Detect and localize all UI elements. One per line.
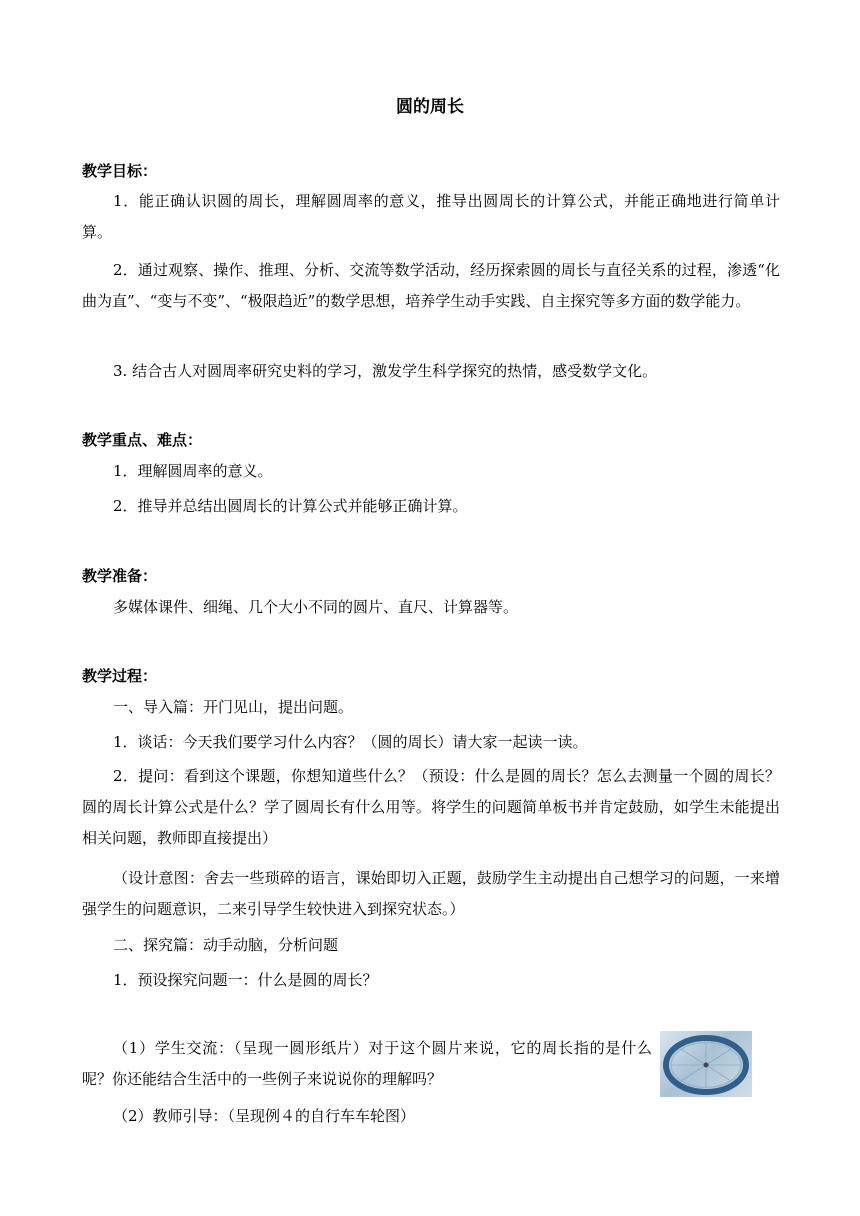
process-item-5: 二、探究篇：动手动脑，分析问题 xyxy=(113,936,339,954)
objective-item-3: 3. 结合古人对圆周率研究史料的学习，激发学生科学探究的热情，感受数学文化。 xyxy=(113,362,658,380)
process-heading: 教学过程： xyxy=(82,667,158,685)
objectives-heading: 教学目标： xyxy=(82,162,158,180)
process-item-8: （2）教师引导：（呈现例４的自行车车轮图） xyxy=(113,1107,416,1125)
wheel-icon xyxy=(660,1031,752,1097)
process-item-2: 1．谈话：今天我们要学习什么内容？（圆的周长）请大家一起读一读。 xyxy=(113,733,588,751)
key-point-item-2: 2．推导并总结出圆周长的计算公式并能够正确计算。 xyxy=(113,497,468,515)
key-point-item-1: 1．理解圆周率的意义。 xyxy=(113,462,273,480)
process-item-3: 2．提问：看到这个课题，你想知道些什么？（预设：什么是圆的周长？怎么去测量一个圆的周长？圆的周长计算公式是什么？学了圆周长有什么用等。将学生的问题简单板书并肯定鼓励，如学生未能提出相关问题，教师即直接提出） xyxy=(82,767,780,847)
objective-item-1: 1．能正确认识圆的周长，理解圆周率的意义，推导出圆周长的计算公式，并能正确地进行简单计算。 xyxy=(82,192,780,241)
process-item-7: （1）学生交流：（呈现一圆形纸片）对于这个圆片来说，它的周长指的是什么呢？你还能结合生活中的一些例子来说说你的理解吗？ xyxy=(82,1039,652,1088)
key-points-heading: 教学重点、难点： xyxy=(82,431,203,449)
bicycle-wheel-image xyxy=(660,1031,752,1097)
process-item-6: 1．预设探究问题一：什么是圆的周长？ xyxy=(113,971,378,989)
process-item-1: 一、导入篇：开门见山，提出问题。 xyxy=(113,698,354,716)
page-title: 圆的周长 xyxy=(396,97,464,117)
preparation-heading: 教学准备： xyxy=(82,567,158,585)
preparation-item: 多媒体课件、细绳、几个大小不同的圆片、直尺、计算器等。 xyxy=(113,598,519,616)
objective-item-2: 2．通过观察、操作、推理、分析、交流等数学活动，经历探索圆的周长与直径关系的过程，渗透“化曲为直”、“变与不变”、“极限趋近”的数学思想，培养学生动手实践、自主探究等多方面的数学能力。 xyxy=(82,261,780,310)
process-item-4: （设计意图：舍去一些琐碎的语言，课始即切入正题，鼓励学生主动提出自己想学习的问题，一来增强学生的问题意识，二来引导学生较快进入到探究状态。） xyxy=(82,869,780,918)
